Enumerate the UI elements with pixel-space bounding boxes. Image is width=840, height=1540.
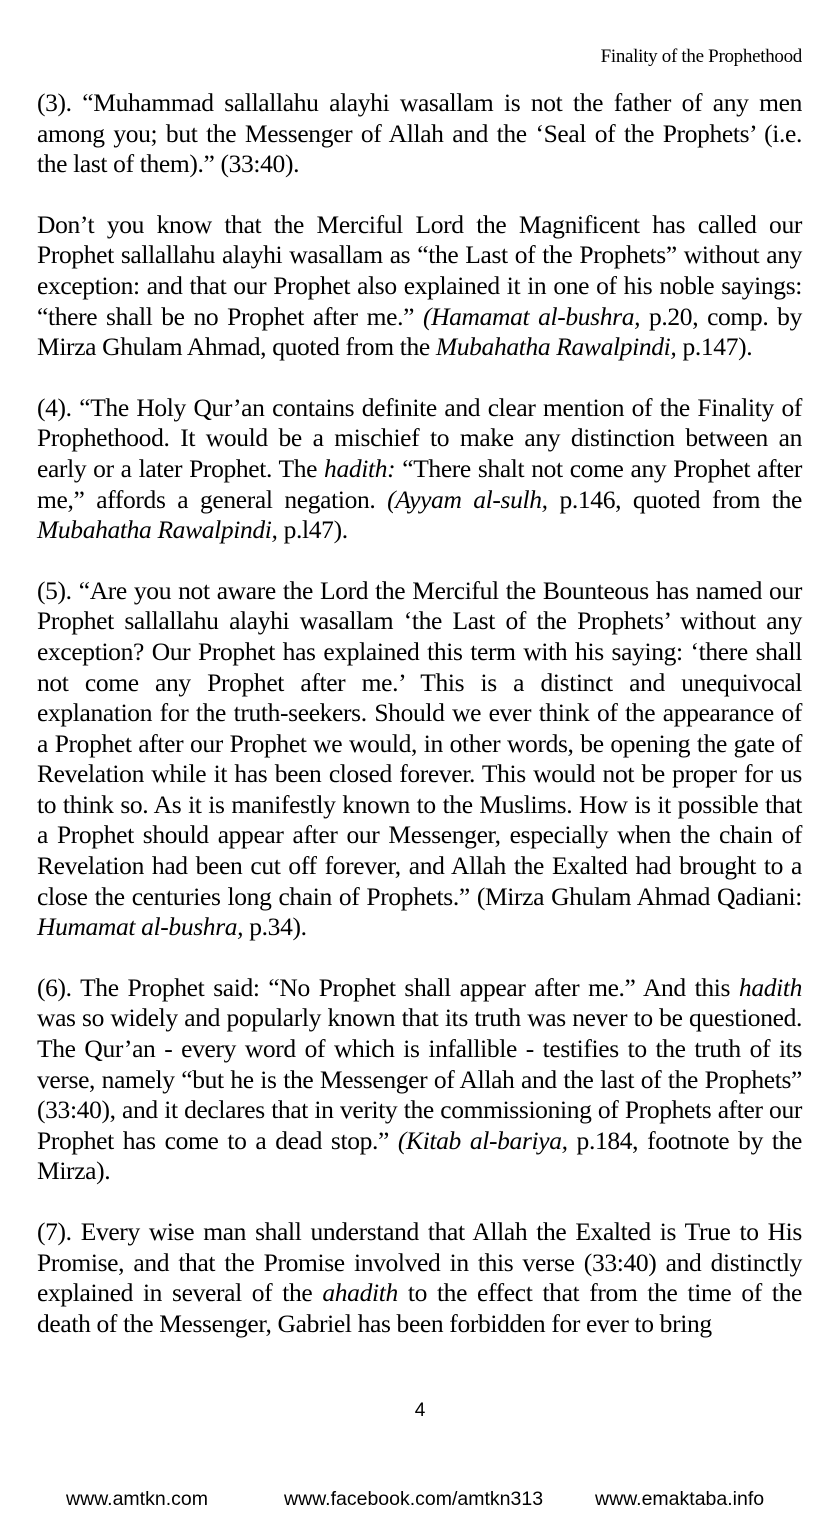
footer-link-amtkn[interactable]: www.amtkn.com [66,1488,208,1510]
page-number: 4 [414,1400,426,1421]
footer-link-emaktaba[interactable]: www.emaktaba.info [595,1488,765,1510]
body-text [37,88,802,1339]
paragraph-5: (5). “Are you not aware the Lord the Merciful the Bounteous has named our Prophet sallallahu alayhi wasallam ‘the Last of the Prophets’ without any exception? Our Prophet has explained this term with his saying: ‘there shall not come any Prophet after me.’ This is a distinct and unequivocal explanation for the truth-seekers. Should we ever think of the appearance of a Prophet after our Prophet we would, in other words, be opening the gate of Revelation while it has been closed forever. This would not be proper for us to think so. As it is manifestly known to the Muslims. How is it possible that a Prophet should appear after our Messenger, especially when the chain of Revelation had been cut off forever, and Allah the Exalted had brought to a close the centuries long chain of Prophets.” (Mirza Ghulam Ahmad Qadiani: Humamat al-bushra, p.34). [37,575,802,942]
footer-link-facebook[interactable]: www.facebook.com/amtkn313 [284,1488,544,1510]
footer [0,1488,840,1516]
paragraph-3: (3). “Muhammad sallallahu alayhi wasallam is not the father of any men among you; but the Messenger of Allah and the ‘Seal of the Prophets’ (i.e. the last of them).” (33:40). [37,88,802,179]
paragraph-7: (7). Every wise man shall understand that Allah the Exalted is True to His Promise, and that the Promise involved in this verse (33:40) and distinctly explained in several of the ahadith to the effect that from the time of the death of the Messenger, Gabriel has been forbidden for ever to bring [37,1217,802,1338]
paragraph-6: (6). The Prophet said: “No Prophet shall appear after me.” And this hadith was so widely and popularly known that its truth was never to be questioned. The Qur’an - every word of which is infallible - testifies to the truth of its verse, namely “but he is the Messenger of Allah and the last of the Prophets” (33:40), and it declares that in verity the commissioning of Prophets after our Prophet has come to a dead stop.” (Kitab al-bariya, p.184, footnote by the Mirza). [37,972,802,1186]
running-header: Finality of the Prophethood [600,46,802,67]
paragraph-4: (4). “The Holy Qur’an contains definite and clear mention of the Finality of Prophethood. It would be a mischief to make any distinction between an early or a later Prophet. The hadith: “There shalt not come any Prophet after me,” affords a general negation. (Ayyam al-sulh, p.146, quoted from the Mubahatha Rawalpindi, p.l47). [37,392,802,545]
paragraph-dont-you-know: Don’t you know that the Merciful Lord the Magnificent has called our Prophet sallallahu alayhi wasallam as “the Last of the Prophets” without any exception: and that our Prophet also explained it in one of his noble sayings: “there shall be no Prophet after me.” (Hamamat al-bushra, p.20, comp. by Mirza Ghulam Ahmad, quoted from the Mubahatha Rawalpindi, p.147). [37,209,802,362]
